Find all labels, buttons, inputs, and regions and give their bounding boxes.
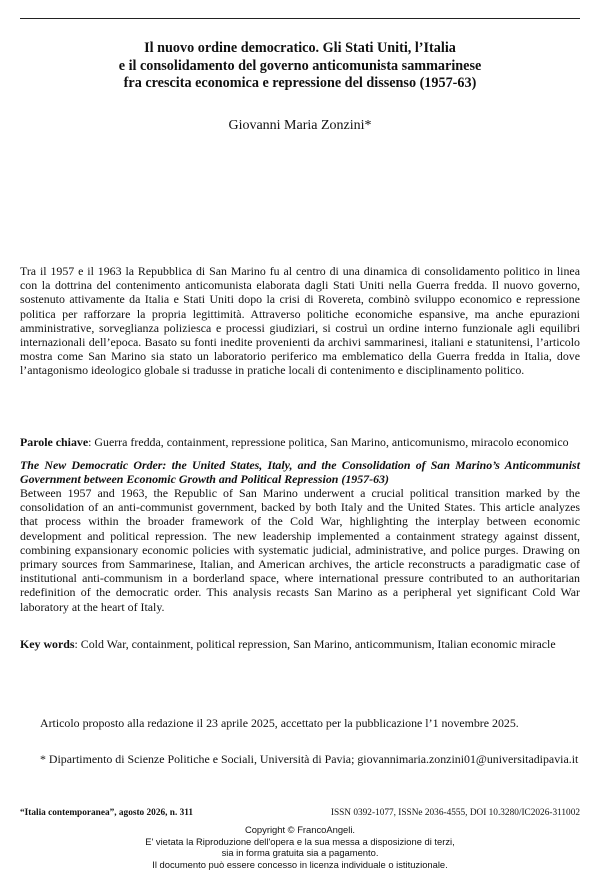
copyright-line-3: sia in forma gratuita sia a pagamento. (221, 847, 379, 858)
affiliation-note: * Dipartimento di Scienze Politiche e Sociali, Università di Pavia; giovannimaria.zonzini01@universitadipavia.it (40, 752, 579, 766)
title-line-3: fra crescita economica e repressione del dissenso (1957-63) (123, 75, 477, 91)
italian-keywords-label: Parole chiave (20, 435, 89, 449)
english-abstract: Between 1957 and 1963, the Republic of San Marino underwent a crucial political transition marked by the consolidation of an anti-communist government, backed by both Italy and the United States. This article analyzes that process within the broader framework of the Cold War, highlighting the interplay between economic development and political repression. The new leadership implemented a containment strategy against dissent, combining expansionary economic policies with systematic judicial, administrative, and police purges. Drawing on primary sources from Sammarinese, Italian, and American archives, the article reconstructs a paradigmatic case of institutional anti-communism in a borderland space, where international pressure contributed to an authoritarian redefinition of the democratic order. This analysis recasts San Marino as a peripheral yet significant Cold War laboratory at the heart of Italy. (20, 486, 580, 614)
title-line-2: e il consolidamento del governo anticomunista sammarinese (118, 57, 482, 74)
author-name: Giovanni Maria Zonzini* (228, 118, 372, 133)
copyright-line-4: Il documento può essere concesso in licenza individuale o istituzionale. (152, 858, 448, 870)
italian-keywords-text: : Guerra fredda, containment, repressione politica, San Marino, anticomunismo, miracolo economico (88, 435, 569, 449)
copyright-line-1: Copyright © FrancoAngeli. (244, 824, 356, 835)
journal-identifiers: ISSN 0392-1077, ISSNe 2036-4555, DOI 10.3280/IC2026-311002 (330, 808, 580, 818)
english-keywords-label: Key words (20, 637, 75, 651)
submission-note: Articolo proposto alla redazione il 23 aprile 2025, accettato per la pubblicazione l’1 novembre 2025. (40, 716, 519, 730)
title-line-1: Il nuovo ordine democratico. Gli Stati Uniti, l’Italia (144, 40, 456, 56)
italian-keywords (20, 435, 580, 449)
english-title: The New Democratic Order: the United States, Italy, and the Consolidation of San Marino’s Anticommunist Government between Economic Growth and Political Repression (1957-63) (20, 458, 580, 487)
journal-citation: “Italia contemporanea”, agosto 2026, n. 311 (20, 808, 194, 818)
italian-abstract: Tra il 1957 e il 1963 la Repubblica di San Marino fu al centro di una dinamica di consolidamento politico in linea con la dottrina del contenimento anticomunista elaborata dagli Stati Uniti nella Guerra fredda. Il nuovo governo, sostenuto attivamente da Italia e Stati Uniti dopo la crisi di Rovereta, combinò sviluppo economico e repressione politica per rafforzare la propria legittimità. Attraverso politiche economiche espansive, ma anche epurazioni amministrative, sorveglianza poliziesca e processi giudiziari, si costruì un ordine interno funzionale agli equilibri internazionali dell’epoca. Basato su fonti inedite provenienti da archivi sammarinesi, italiani e statunitensi, l’articolo mostra come San Marino sia stato un laboratorio periferico ma emblematico della Guerra fredda in Italia, dove l’antagonismo ideologico globale si tradusse in pratiche locali di contenimento e disciplinamento politico. (20, 264, 580, 378)
english-keywords-text: : Cold War, containment, political repression, San Marino, anticommunism, Italian economic miracle (74, 637, 556, 651)
english-keywords (20, 637, 580, 651)
copyright-line-2: E' vietata la Riproduzione dell'opera e la sua messa a disposizione di terzi, (145, 835, 455, 847)
top-rule (20, 18, 580, 19)
copyright-notice (0, 824, 600, 870)
article-title (30, 40, 570, 93)
